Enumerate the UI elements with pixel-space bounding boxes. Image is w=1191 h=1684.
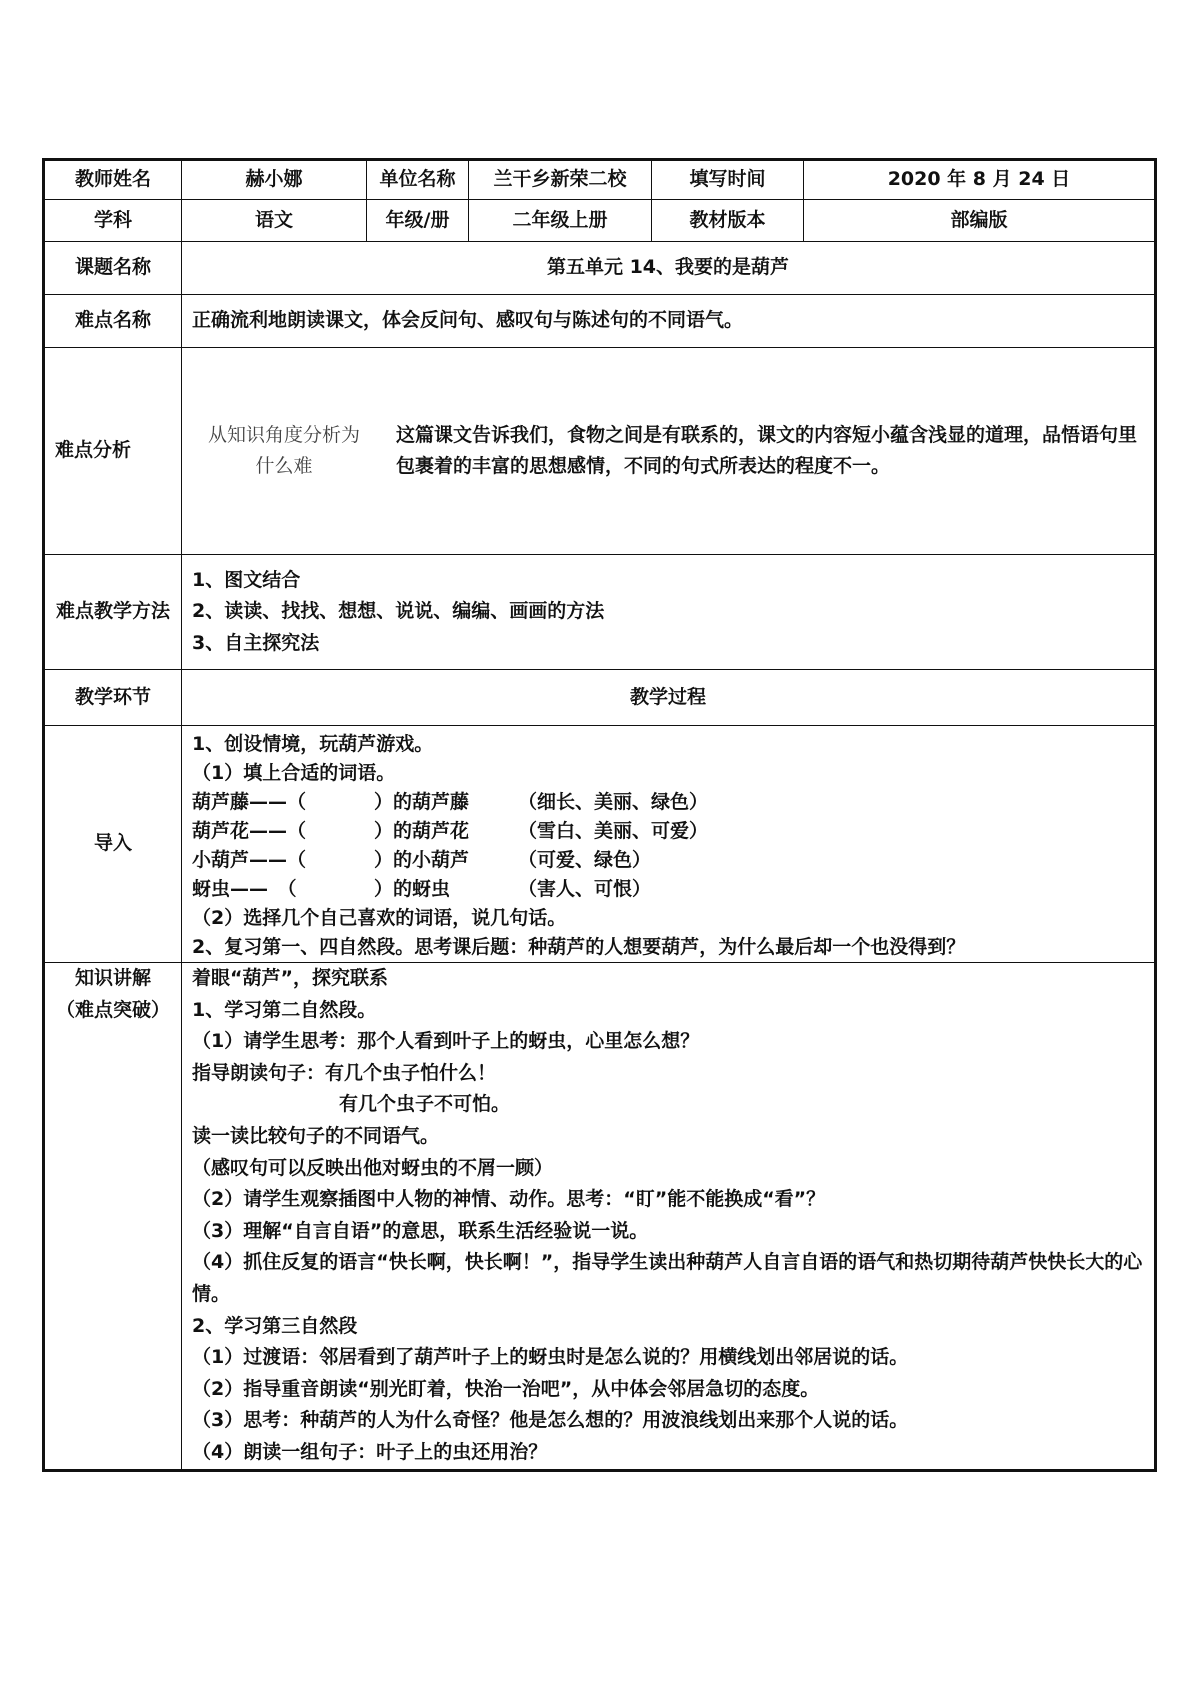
grade-label: 年级/册 (367, 200, 469, 242)
knowledge-label-2: （难点突破） (55, 998, 170, 1021)
intro-line: 2、复习第一、四自然段。思考课后题：种葫芦的人想要葫芦，为什么最后却一个也没得到？ (192, 936, 966, 958)
knowledge-line: （3）思考：种葫芦的人为什么奇怪？他是怎么想的？用波浪线划出来那个人说的话。 (192, 1409, 909, 1432)
knowledge-line: 指导朗读句子：有几个虫子怕什么！ (192, 1061, 497, 1084)
method-item: 2、读读、找找、想想、说说、编编、画画的方法 (192, 600, 605, 623)
knowledge-line: （3）理解“自言自语”的意思，联系生活经验说一说。 (192, 1219, 649, 1242)
knowledge-line: （2）请学生观察插图中人物的神情、动作。思考：“盯”能不能换成“看”？ (192, 1188, 826, 1211)
difficulty-value: 正确流利地朗读课文，体会反问句、感叹句与陈述句的不同语气。 (182, 295, 1156, 348)
header-row-2 (44, 200, 1156, 242)
knowledge-line: （2）指导重音朗读“别光盯着，快治一治吧”，从中体会邻居急切的态度。 (192, 1377, 820, 1400)
analysis-content (182, 348, 1156, 555)
date-label: 填写时间 (652, 160, 804, 200)
knowledge-label-1: 知识讲解 (74, 967, 151, 989)
knowledge-line: 读一读比较句子的不同语气。 (192, 1124, 440, 1147)
analysis-sub-label (182, 348, 386, 554)
topic-value: 第五单元 14、我要的是葫芦 (182, 242, 1156, 295)
process-header-row (44, 670, 1156, 726)
knowledge-line: （1）过渡语：邻居看到了葫芦叶子上的蚜虫时是怎么说的？用横线划出邻居说的话。 (192, 1346, 909, 1369)
difficulty-label: 难点名称 (44, 295, 182, 348)
intro-content (182, 726, 1156, 963)
analysis-text: 这篇课文告诉我们，食物之间是有联系的，课文的内容短小蕴含浅显的道理，品悟语句里包裹着的丰富的思想感情，不同的句式所表达的程度不一。 (396, 423, 1138, 477)
grade-value: 二年级上册 (469, 200, 652, 242)
analysis-inner (182, 348, 1154, 554)
fill-row: 葫芦花——（ ）的葫芦花 （雪白、美丽、可爱） (192, 820, 709, 842)
knowledge-line: 有几个虫子不可怕。 (339, 1093, 511, 1116)
analysis-sub-label-2: 什么难 (255, 455, 313, 477)
analysis-label: 难点分析 (44, 348, 182, 555)
knowledge-label (44, 963, 182, 1471)
intro-line: （2）选择几个自己喜欢的词语，说几句话。 (192, 907, 567, 929)
topic-row (44, 242, 1156, 295)
edition-value: 部编版 (804, 200, 1156, 242)
analysis-row (44, 348, 1156, 555)
unit-label: 单位名称 (367, 160, 469, 200)
methods-list (182, 555, 1156, 670)
knowledge-line: 2、学习第三自然段 (192, 1314, 358, 1337)
knowledge-row (44, 963, 1156, 1471)
knowledge-content (182, 963, 1156, 1471)
teacher-label: 教师姓名 (44, 160, 182, 200)
knowledge-line: 1、学习第二自然段。 (192, 998, 377, 1021)
intro-line: 1、创设情境，玩葫芦游戏。 (192, 733, 434, 755)
header-row-1 (44, 160, 1156, 200)
knowledge-line: （4）朗读一组句子：叶子上的虫还用治？ (192, 1440, 548, 1463)
knowledge-line: （1）请学生思考：那个人看到叶子上的蚜虫，心里怎么想？ (192, 1030, 700, 1053)
process-label: 教学环节 (44, 670, 182, 726)
date-value: 2020 年 8 月 24 日 (804, 160, 1156, 200)
subject-label: 学科 (44, 200, 182, 242)
knowledge-line: （4）抓住反复的语言“快长啊，快长啊！”，指导学生读出种葫芦人自言自语的语气和热切期待葫芦快快长大的心情。 (192, 1251, 1143, 1305)
fill-row: 葫芦藤——（ ）的葫芦藤 （细长、美丽、绿色） (192, 791, 709, 813)
edition-label: 教材版本 (652, 200, 804, 242)
methods-row (44, 555, 1156, 670)
intro-row (44, 726, 1156, 963)
process-value: 教学过程 (182, 670, 1156, 726)
subject-value: 语文 (182, 200, 367, 242)
method-item: 1、图文结合 (192, 568, 301, 591)
lesson-plan-table (42, 158, 1157, 1472)
difficulty-row (44, 295, 1156, 348)
fill-row: 蚜虫—— （ ）的蚜虫 （害人、可恨） (192, 878, 652, 900)
knowledge-line: （感叹句可以反映出他对蚜虫的不屑一顾） (192, 1156, 554, 1179)
intro-label: 导入 (44, 726, 182, 963)
teacher-value: 赫小娜 (182, 160, 367, 200)
fill-row: 小葫芦——（ ）的小葫芦 （可爱、绿色） (192, 849, 652, 871)
analysis-sub-label-1: 从知识角度分析为 (207, 423, 360, 446)
unit-value: 兰干乡新荣二校 (469, 160, 652, 200)
topic-label: 课题名称 (44, 242, 182, 295)
methods-label: 难点教学方法 (44, 555, 182, 670)
method-item: 3、自主探究法 (192, 631, 320, 654)
knowledge-line: 着眼“葫芦”，探究联系 (192, 967, 388, 989)
intro-line: （1）填上合适的词语。 (192, 762, 396, 784)
